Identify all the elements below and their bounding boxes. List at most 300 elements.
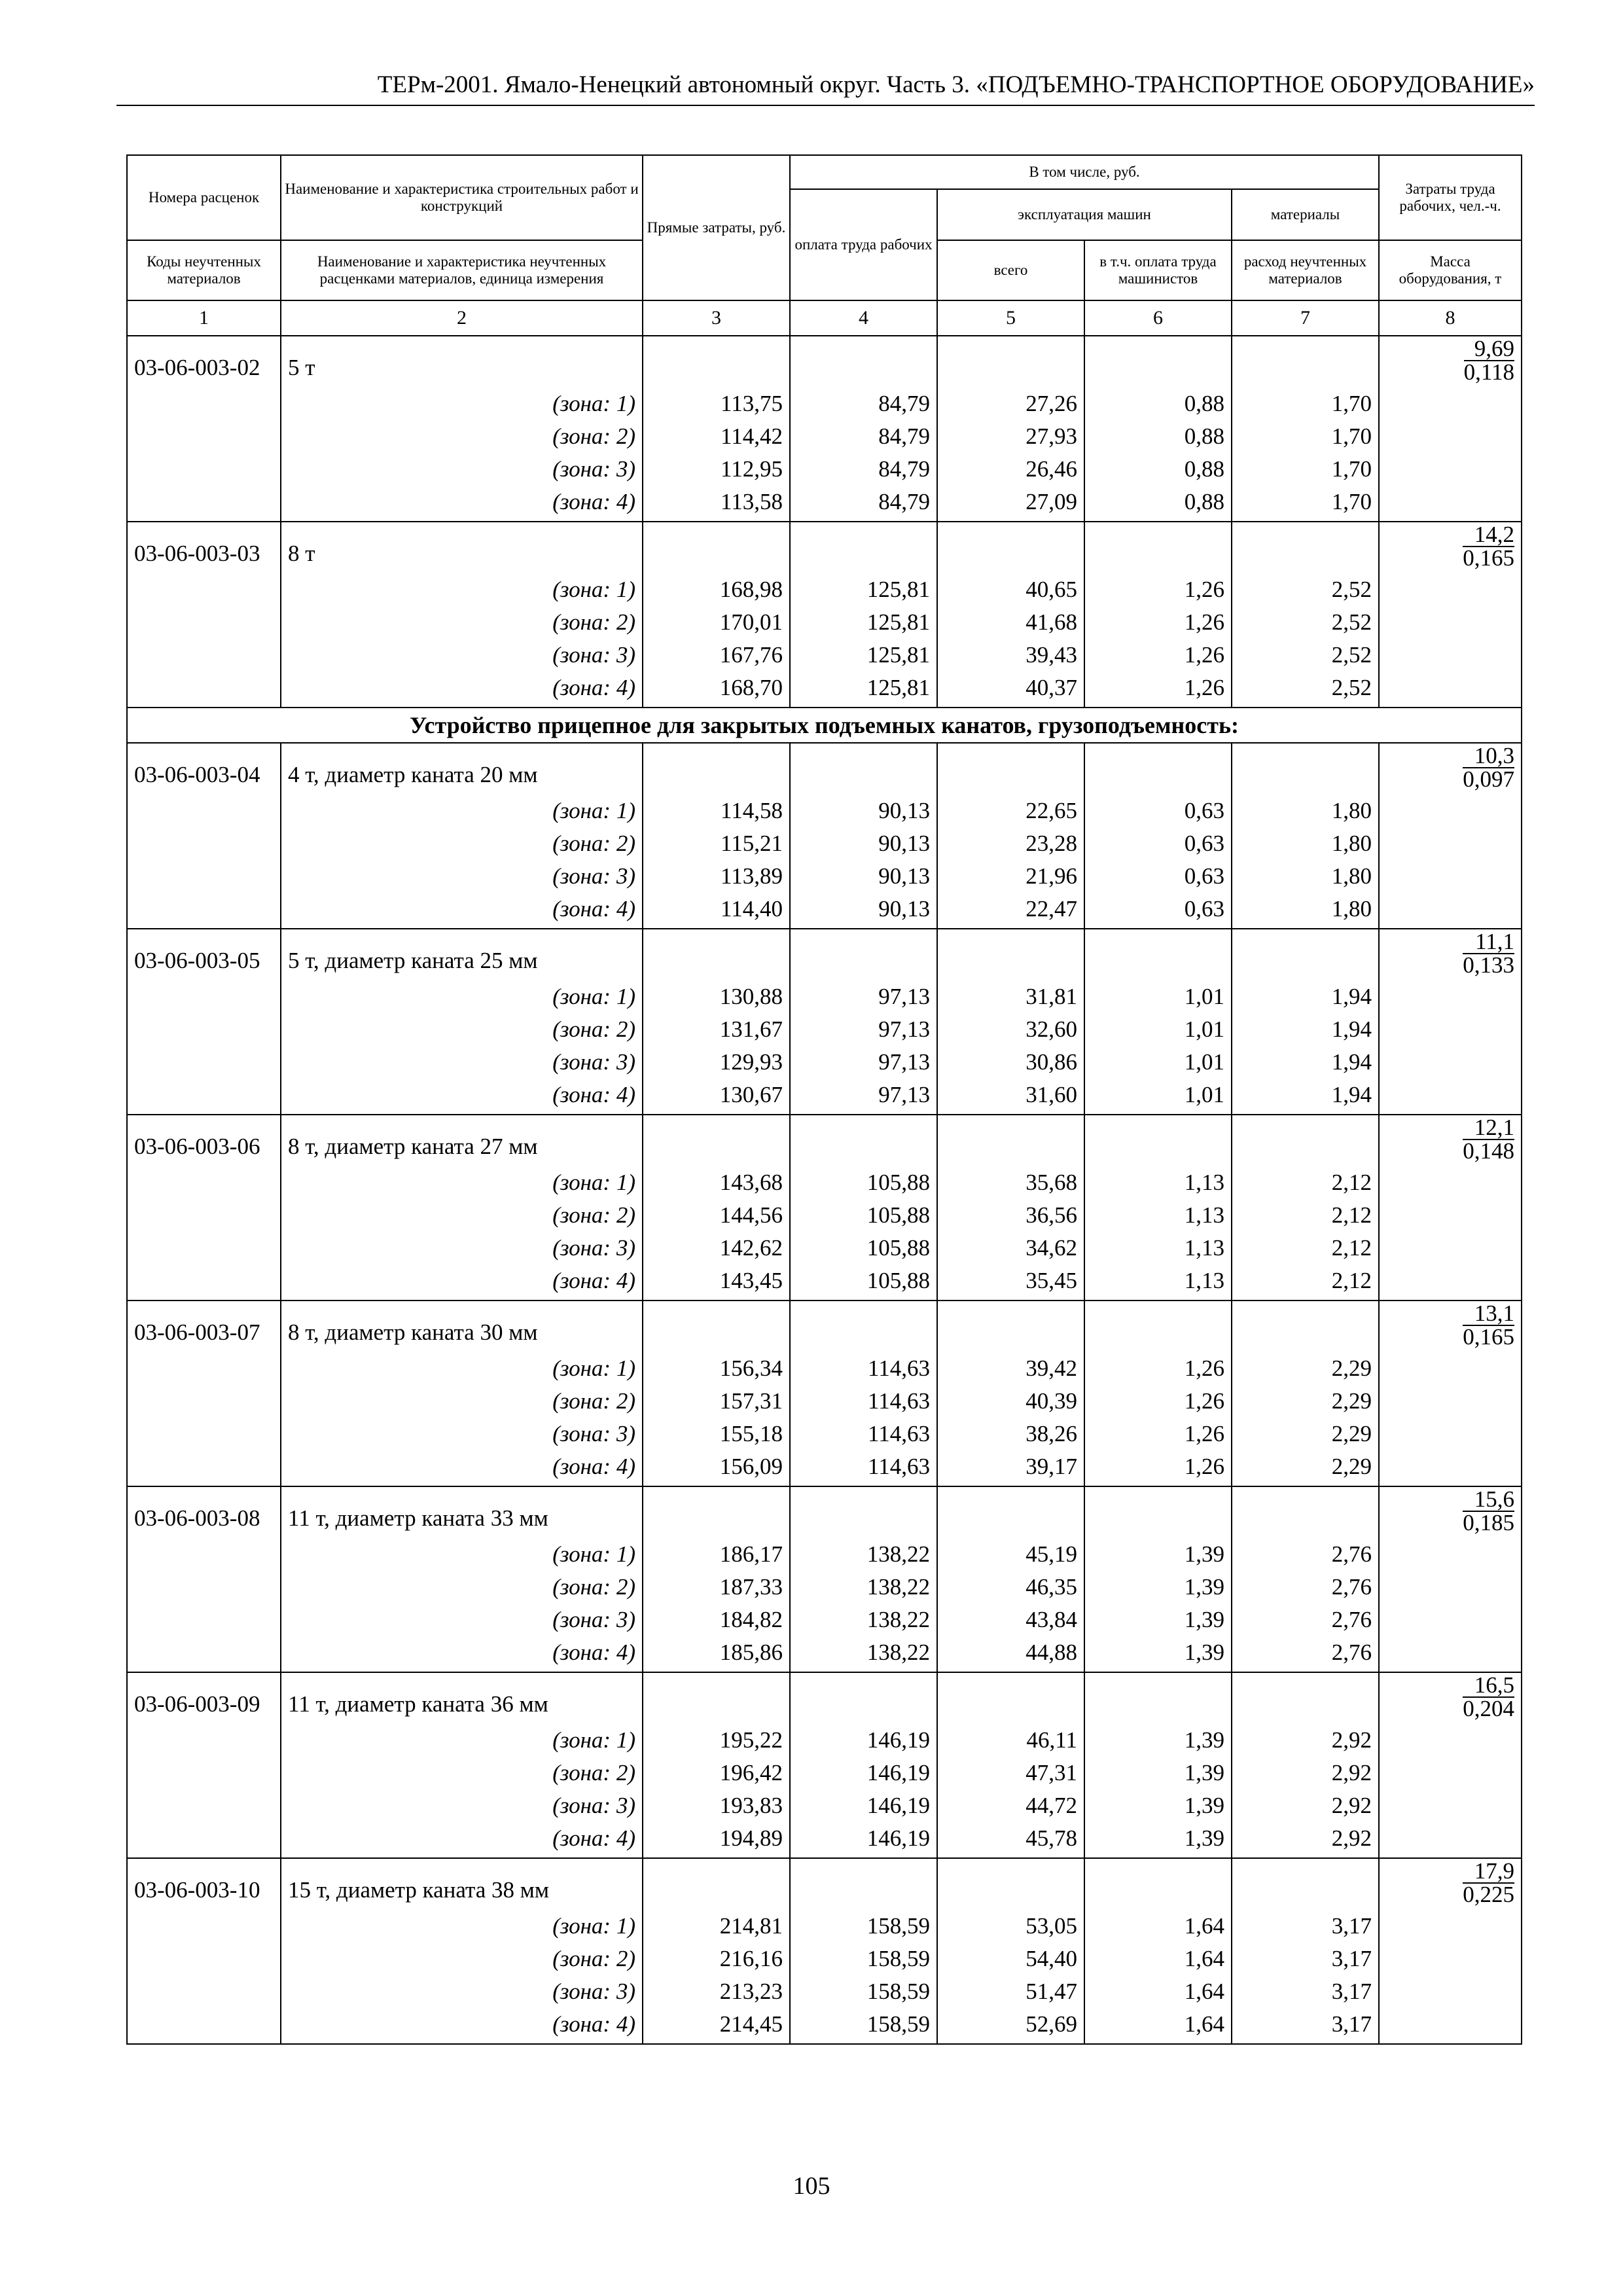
machine-total-value: 44,72	[937, 1789, 1084, 1822]
direct-costs-value: 114,40	[643, 893, 790, 929]
worker-pay-value: 138,22	[790, 1571, 937, 1604]
machine-total-value: 39,17	[937, 1450, 1084, 1486]
zone-label: (зона: 1)	[281, 980, 643, 1013]
equipment-mass-value: 0,148	[1463, 1138, 1515, 1164]
machine-total-value: 27,93	[937, 420, 1084, 453]
machine-total-value: 46,11	[937, 1724, 1084, 1757]
empty-cell	[1084, 336, 1232, 387]
machine-total-value: 35,68	[937, 1166, 1084, 1199]
empty-cell	[1379, 860, 1522, 893]
zone-row	[127, 893, 1522, 929]
direct-costs-value: 142,62	[643, 1232, 790, 1265]
materials-value: 3,17	[1232, 2008, 1379, 2044]
zone-row	[127, 1046, 1522, 1079]
rate-row	[127, 929, 1522, 980]
worker-pay-value: 146,19	[790, 1757, 937, 1789]
direct-costs-value: 143,68	[643, 1166, 790, 1199]
empty-cell	[127, 980, 281, 1013]
empty-cell	[127, 827, 281, 860]
direct-costs-value: 170,01	[643, 606, 790, 639]
zone-label: (зона: 3)	[281, 1046, 643, 1079]
zone-row	[127, 1724, 1522, 1757]
empty-cell	[790, 929, 937, 980]
empty-cell	[1379, 795, 1522, 827]
materials-value: 1,94	[1232, 980, 1379, 1013]
machine-total-value: 44,88	[937, 1636, 1084, 1672]
empty-cell	[1084, 1300, 1232, 1352]
direct-costs-value: 131,67	[643, 1013, 790, 1046]
empty-cell	[937, 1115, 1084, 1166]
empty-cell	[127, 573, 281, 606]
materials-value: 2,12	[1232, 1199, 1379, 1232]
empty-cell	[127, 893, 281, 929]
empty-cell	[1379, 387, 1522, 420]
rate-code: 03-06-003-09	[127, 1672, 281, 1724]
rate-name: 8 т, диаметр каната 27 мм	[281, 1115, 643, 1166]
equipment-mass-value: 0,097	[1463, 766, 1515, 792]
empty-cell	[1232, 1486, 1379, 1538]
machinist-pay-value: 0,88	[1084, 486, 1232, 522]
empty-cell	[1084, 522, 1232, 573]
machinist-pay-value: 1,26	[1084, 672, 1232, 708]
machinist-pay-value: 0,63	[1084, 893, 1232, 929]
materials-value: 1,80	[1232, 860, 1379, 893]
labor-mass-cell	[1379, 1672, 1522, 1724]
empty-cell	[790, 1858, 937, 1910]
worker-pay-value: 125,81	[790, 672, 937, 708]
labor-mass-cell	[1379, 1300, 1522, 1352]
empty-cell	[127, 860, 281, 893]
machinist-pay-value: 0,88	[1084, 420, 1232, 453]
materials-value: 2,92	[1232, 1789, 1379, 1822]
labor-mass-cell	[1379, 336, 1522, 387]
empty-cell	[127, 1265, 281, 1300]
machine-total-value: 52,69	[937, 2008, 1084, 2044]
direct-costs-value: 213,23	[643, 1975, 790, 2008]
zone-label: (зона: 4)	[281, 1450, 643, 1486]
zone-row	[127, 1352, 1522, 1385]
direct-costs-value: 187,33	[643, 1571, 790, 1604]
header-direct-costs: Прямые затраты, руб.	[643, 155, 790, 300]
rate-row	[127, 743, 1522, 795]
machine-total-value: 45,78	[937, 1822, 1084, 1858]
equipment-mass-value: 0,165	[1463, 545, 1515, 571]
header-unaccounted-codes: Коды неучтенных материалов	[127, 240, 281, 300]
worker-pay-value: 138,22	[790, 1636, 937, 1672]
worker-pay-value: 84,79	[790, 420, 937, 453]
header-materials: материалы	[1232, 189, 1379, 240]
zone-row	[127, 1418, 1522, 1450]
column-number: 8	[1379, 300, 1522, 336]
empty-cell	[127, 420, 281, 453]
header-name-unaccounted: Наименование и характеристика неучтенных расценками материалов, единица измерения	[281, 240, 643, 300]
empty-cell	[1379, 1166, 1522, 1199]
direct-costs-value: 157,31	[643, 1385, 790, 1418]
zone-row	[127, 1079, 1522, 1115]
rate-row	[127, 522, 1522, 573]
running-header: ТЕРм-2001. Ямало-Ненецкий автономный округ. Часть 3. «ПОДЪЕМНО-ТРАНСПОРТНОЕ ОБОРУДОВАНИЕ»	[377, 71, 1535, 98]
header-including-rub: В том числе, руб.	[790, 155, 1379, 189]
empty-cell	[127, 1046, 281, 1079]
zone-label: (зона: 3)	[281, 860, 643, 893]
machinist-pay-value: 0,88	[1084, 387, 1232, 420]
zone-row	[127, 980, 1522, 1013]
header-rate-numbers: Номера расценок	[127, 155, 281, 240]
zone-row	[127, 827, 1522, 860]
machinist-pay-value: 1,26	[1084, 1352, 1232, 1385]
labor-costs-value: 10,3	[1474, 743, 1515, 768]
column-number: 1	[127, 300, 281, 336]
header-unaccounted-consumption: расход неучтенных материалов	[1232, 240, 1379, 300]
machinist-pay-value: 0,63	[1084, 827, 1232, 860]
machine-total-value: 43,84	[937, 1604, 1084, 1636]
machinist-pay-value: 1,26	[1084, 1450, 1232, 1486]
zone-label: (зона: 4)	[281, 1265, 643, 1300]
empty-cell	[1379, 1604, 1522, 1636]
materials-value: 2,92	[1232, 1822, 1379, 1858]
empty-cell	[127, 1013, 281, 1046]
direct-costs-value: 193,83	[643, 1789, 790, 1822]
empty-cell	[1379, 1265, 1522, 1300]
empty-cell	[937, 336, 1084, 387]
materials-value: 2,29	[1232, 1385, 1379, 1418]
empty-cell	[1379, 1013, 1522, 1046]
header-machinist-pay: в т.ч. оплата труда машинистов	[1084, 240, 1232, 300]
worker-pay-value: 90,13	[790, 827, 937, 860]
worker-pay-value: 125,81	[790, 639, 937, 672]
zone-label: (зона: 4)	[281, 1822, 643, 1858]
empty-cell	[790, 1486, 937, 1538]
rate-row	[127, 1672, 1522, 1724]
zone-row	[127, 1636, 1522, 1672]
materials-value: 2,52	[1232, 639, 1379, 672]
direct-costs-value: 114,58	[643, 795, 790, 827]
materials-value: 3,17	[1232, 1975, 1379, 2008]
empty-cell	[1379, 1450, 1522, 1486]
materials-value: 2,76	[1232, 1604, 1379, 1636]
zone-label: (зона: 2)	[281, 1385, 643, 1418]
worker-pay-value: 125,81	[790, 573, 937, 606]
materials-value: 1,94	[1232, 1046, 1379, 1079]
rate-code: 03-06-003-02	[127, 336, 281, 387]
empty-cell	[1379, 893, 1522, 929]
column-number: 4	[790, 300, 937, 336]
zone-label: (зона: 2)	[281, 420, 643, 453]
zone-row	[127, 606, 1522, 639]
empty-cell	[790, 1300, 937, 1352]
direct-costs-value: 186,17	[643, 1538, 790, 1571]
direct-costs-value: 167,76	[643, 639, 790, 672]
machine-total-value: 45,19	[937, 1538, 1084, 1571]
machinist-pay-value: 1,64	[1084, 1975, 1232, 2008]
machine-total-value: 53,05	[937, 1910, 1084, 1943]
worker-pay-value: 138,22	[790, 1604, 937, 1636]
direct-costs-value: 114,42	[643, 420, 790, 453]
empty-cell	[1379, 1789, 1522, 1822]
empty-cell	[127, 1079, 281, 1115]
zone-row	[127, 1232, 1522, 1265]
direct-costs-value: 196,42	[643, 1757, 790, 1789]
empty-cell	[127, 1571, 281, 1604]
machine-total-value: 34,62	[937, 1232, 1084, 1265]
machine-total-value: 51,47	[937, 1975, 1084, 2008]
worker-pay-value: 114,63	[790, 1418, 937, 1450]
materials-value: 2,76	[1232, 1538, 1379, 1571]
machinist-pay-value: 1,64	[1084, 1943, 1232, 1975]
empty-cell	[937, 1486, 1084, 1538]
machine-total-value: 27,09	[937, 486, 1084, 522]
empty-cell	[127, 453, 281, 486]
machine-total-value: 41,68	[937, 606, 1084, 639]
empty-cell	[1379, 573, 1522, 606]
empty-cell	[1084, 1486, 1232, 1538]
header-rule	[116, 105, 1535, 106]
zone-row	[127, 1757, 1522, 1789]
section-title: Устройство прицепное для закрытых подъемных канатов, грузоподъемность:	[127, 708, 1522, 743]
zone-row	[127, 1943, 1522, 1975]
zone-label: (зона: 2)	[281, 606, 643, 639]
empty-cell	[127, 1385, 281, 1418]
direct-costs-value: 214,45	[643, 2008, 790, 2044]
rate-code: 03-06-003-10	[127, 1858, 281, 1910]
worker-pay-value: 90,13	[790, 795, 937, 827]
labor-costs-value: 14,2	[1474, 522, 1515, 547]
machinist-pay-value: 1,13	[1084, 1199, 1232, 1232]
materials-value: 2,52	[1232, 606, 1379, 639]
zone-label: (зона: 3)	[281, 1232, 643, 1265]
worker-pay-value: 90,13	[790, 860, 937, 893]
materials-value: 1,70	[1232, 453, 1379, 486]
empty-cell	[643, 1672, 790, 1724]
rate-row	[127, 1486, 1522, 1538]
machine-total-value: 40,39	[937, 1385, 1084, 1418]
empty-cell	[1379, 1757, 1522, 1789]
machinist-pay-value: 1,13	[1084, 1232, 1232, 1265]
empty-cell	[790, 336, 937, 387]
header-worker-pay: оплата труда рабочих	[790, 189, 937, 300]
labor-costs-value: 13,1	[1474, 1300, 1515, 1326]
direct-costs-value: 194,89	[643, 1822, 790, 1858]
machinist-pay-value: 0,63	[1084, 860, 1232, 893]
worker-pay-value: 125,81	[790, 606, 937, 639]
empty-cell	[1379, 1636, 1522, 1672]
empty-cell	[1379, 1538, 1522, 1571]
rate-row	[127, 1858, 1522, 1910]
empty-cell	[1379, 1571, 1522, 1604]
materials-value: 1,80	[1232, 795, 1379, 827]
zone-label: (зона: 1)	[281, 387, 643, 420]
machinist-pay-value: 0,63	[1084, 795, 1232, 827]
empty-cell	[1379, 1199, 1522, 1232]
materials-value: 1,94	[1232, 1013, 1379, 1046]
empty-cell	[643, 743, 790, 795]
header-machine-operation: эксплуатация машин	[937, 189, 1232, 240]
empty-cell	[937, 1672, 1084, 1724]
machine-total-value: 23,28	[937, 827, 1084, 860]
zone-row	[127, 486, 1522, 522]
direct-costs-value: 168,98	[643, 573, 790, 606]
materials-value: 2,12	[1232, 1232, 1379, 1265]
zone-label: (зона: 2)	[281, 1013, 643, 1046]
zone-label: (зона: 3)	[281, 639, 643, 672]
empty-cell	[937, 1858, 1084, 1910]
machine-total-value: 21,96	[937, 860, 1084, 893]
zone-label: (зона: 4)	[281, 1079, 643, 1115]
empty-cell	[127, 1789, 281, 1822]
empty-cell	[1379, 606, 1522, 639]
zone-label: (зона: 4)	[281, 486, 643, 522]
machinist-pay-value: 1,26	[1084, 1385, 1232, 1418]
zone-row	[127, 1822, 1522, 1858]
machine-total-value: 32,60	[937, 1013, 1084, 1046]
empty-cell	[1232, 743, 1379, 795]
rate-code: 03-06-003-03	[127, 522, 281, 573]
zone-label: (зона: 2)	[281, 1757, 643, 1789]
labor-mass-cell	[1379, 1858, 1522, 1910]
empty-cell	[1379, 1046, 1522, 1079]
zone-label: (зона: 1)	[281, 795, 643, 827]
materials-value: 1,94	[1232, 1079, 1379, 1115]
machine-total-value: 35,45	[937, 1265, 1084, 1300]
empty-cell	[643, 1115, 790, 1166]
machine-total-value: 30,86	[937, 1046, 1084, 1079]
materials-value: 2,92	[1232, 1757, 1379, 1789]
empty-cell	[127, 1352, 281, 1385]
machine-total-value: 31,60	[937, 1079, 1084, 1115]
equipment-mass-value: 0,165	[1463, 1324, 1515, 1350]
zone-label: (зона: 3)	[281, 1604, 643, 1636]
empty-cell	[1379, 1352, 1522, 1385]
machinist-pay-value: 1,64	[1084, 2008, 1232, 2044]
empty-cell	[1232, 1300, 1379, 1352]
zone-row	[127, 1265, 1522, 1300]
machinist-pay-value: 1,26	[1084, 606, 1232, 639]
empty-cell	[790, 1672, 937, 1724]
empty-cell	[1084, 1115, 1232, 1166]
empty-cell	[127, 2008, 281, 2044]
header-total: всего	[937, 240, 1084, 300]
labor-mass-cell	[1379, 1486, 1522, 1538]
rates-table	[126, 154, 1522, 2045]
zone-row	[127, 672, 1522, 708]
direct-costs-value: 216,16	[643, 1943, 790, 1975]
machinist-pay-value: 1,13	[1084, 1166, 1232, 1199]
empty-cell	[127, 1636, 281, 1672]
direct-costs-value: 115,21	[643, 827, 790, 860]
empty-cell	[127, 486, 281, 522]
empty-cell	[127, 1757, 281, 1789]
rate-name: 11 т, диаметр каната 36 мм	[281, 1672, 643, 1724]
empty-cell	[1379, 1822, 1522, 1858]
empty-cell	[127, 639, 281, 672]
empty-cell	[127, 1975, 281, 2008]
page-number: 105	[793, 2172, 830, 2200]
empty-cell	[127, 387, 281, 420]
materials-value: 2,12	[1232, 1166, 1379, 1199]
empty-cell	[127, 1724, 281, 1757]
rate-name: 5 т	[281, 336, 643, 387]
header-equipment-mass: Масса оборудования, т	[1379, 240, 1522, 300]
direct-costs-value: 156,09	[643, 1450, 790, 1486]
worker-pay-value: 97,13	[790, 980, 937, 1013]
materials-value: 2,29	[1232, 1450, 1379, 1486]
materials-value: 2,52	[1232, 672, 1379, 708]
empty-cell	[1232, 929, 1379, 980]
machine-total-value: 27,26	[937, 387, 1084, 420]
labor-costs-value: 12,1	[1474, 1115, 1515, 1140]
direct-costs-value: 184,82	[643, 1604, 790, 1636]
zone-label: (зона: 3)	[281, 1975, 643, 2008]
zone-row	[127, 1166, 1522, 1199]
zone-row	[127, 1571, 1522, 1604]
empty-cell	[1379, 1975, 1522, 2008]
zone-label: (зона: 2)	[281, 1199, 643, 1232]
zone-label: (зона: 1)	[281, 1352, 643, 1385]
worker-pay-value: 84,79	[790, 453, 937, 486]
machinist-pay-value: 1,13	[1084, 1265, 1232, 1300]
column-number: 3	[643, 300, 790, 336]
worker-pay-value: 158,59	[790, 2008, 937, 2044]
machinist-pay-value: 1,39	[1084, 1822, 1232, 1858]
machinist-pay-value: 0,88	[1084, 453, 1232, 486]
table-body	[127, 336, 1522, 2044]
worker-pay-value: 138,22	[790, 1538, 937, 1571]
zone-label: (зона: 1)	[281, 1724, 643, 1757]
column-number: 6	[1084, 300, 1232, 336]
zone-label: (зона: 3)	[281, 1789, 643, 1822]
column-number: 7	[1232, 300, 1379, 336]
empty-cell	[1379, 2008, 1522, 2044]
empty-cell	[643, 1486, 790, 1538]
empty-cell	[127, 1232, 281, 1265]
empty-cell	[127, 1943, 281, 1975]
rate-name: 5 т, диаметр каната 25 мм	[281, 929, 643, 980]
labor-costs-value: 17,9	[1474, 1858, 1515, 1884]
materials-value: 3,17	[1232, 1910, 1379, 1943]
empty-cell	[1379, 1385, 1522, 1418]
zone-label: (зона: 2)	[281, 1571, 643, 1604]
worker-pay-value: 158,59	[790, 1975, 937, 2008]
empty-cell	[1379, 420, 1522, 453]
empty-cell	[1379, 1232, 1522, 1265]
equipment-mass-value: 0,225	[1463, 1882, 1515, 1907]
machine-total-value: 39,43	[937, 639, 1084, 672]
machinist-pay-value: 1,64	[1084, 1910, 1232, 1943]
zone-row	[127, 1385, 1522, 1418]
worker-pay-value: 146,19	[790, 1789, 937, 1822]
zone-row	[127, 639, 1522, 672]
empty-cell	[937, 1300, 1084, 1352]
empty-cell	[1379, 672, 1522, 708]
worker-pay-value: 97,13	[790, 1079, 937, 1115]
empty-cell	[127, 606, 281, 639]
worker-pay-value: 146,19	[790, 1724, 937, 1757]
rate-row	[127, 336, 1522, 387]
direct-costs-value: 113,75	[643, 387, 790, 420]
direct-costs-value: 113,89	[643, 860, 790, 893]
empty-cell	[643, 929, 790, 980]
direct-costs-value: 129,93	[643, 1046, 790, 1079]
empty-cell	[1379, 1418, 1522, 1450]
direct-costs-value: 156,34	[643, 1352, 790, 1385]
machinist-pay-value: 1,39	[1084, 1757, 1232, 1789]
labor-costs-value: 16,5	[1474, 1672, 1515, 1698]
empty-cell	[1232, 1858, 1379, 1910]
worker-pay-value: 97,13	[790, 1046, 937, 1079]
equipment-mass-value: 0,204	[1463, 1696, 1515, 1721]
empty-cell	[643, 1300, 790, 1352]
zone-label: (зона: 2)	[281, 827, 643, 860]
